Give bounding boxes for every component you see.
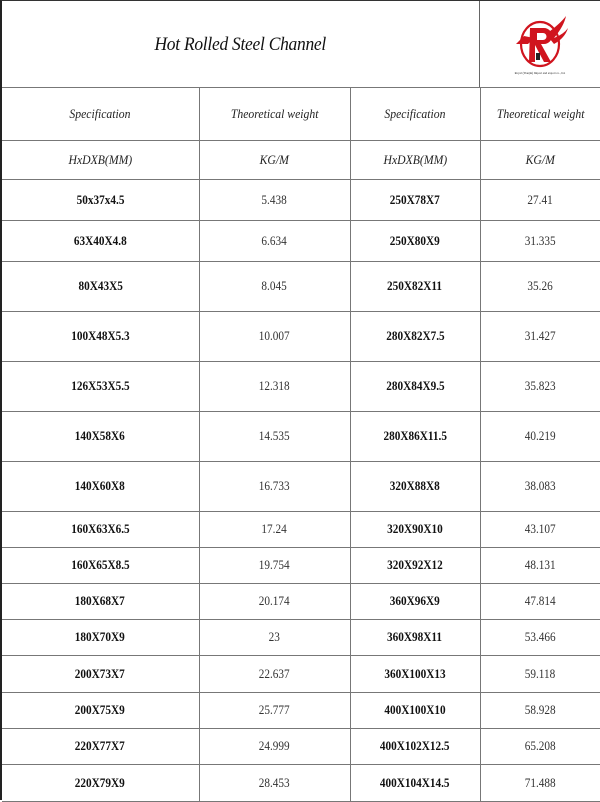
weight-cell: 25.777 (199, 693, 350, 729)
weight-cell: 40.219 (480, 412, 600, 462)
eagle-r-logo-icon (510, 14, 570, 72)
table-row (2, 412, 600, 462)
spec-cell: 160X63X6.5 (2, 512, 199, 548)
weight-cell: 35.26 (480, 262, 600, 312)
table-row (2, 512, 600, 548)
weight-cell: 43.107 (480, 512, 600, 548)
spec-cell: 280X86X11.5 (350, 412, 480, 462)
table-row (2, 584, 600, 620)
weight-cell: 23 (199, 620, 350, 656)
spec-cell: 250X80X9 (350, 221, 480, 262)
weight-cell: 35.823 (480, 362, 600, 412)
title-cell (2, 1, 480, 87)
header-cell: Specification (2, 88, 199, 141)
weight-cell: 28.453 (199, 765, 350, 802)
spec-cell: 140X60X8 (2, 462, 199, 512)
weight-cell: 38.083 (480, 462, 600, 512)
company-logo (480, 1, 600, 87)
spec-cell: 200X73X7 (2, 656, 199, 693)
weight-cell: 48.131 (480, 548, 600, 584)
logo-caption: Royal (Tianjin) Import and export co., ltd. (514, 70, 566, 75)
spec-cell: 360X96X9 (350, 584, 480, 620)
weight-cell: 10.007 (199, 312, 350, 362)
spec-cell: 320X90X10 (350, 512, 480, 548)
weight-cell: 53.466 (480, 620, 600, 656)
weight-cell: 71.488 (480, 765, 600, 802)
weight-cell: 6.634 (199, 221, 350, 262)
table-row (2, 548, 600, 584)
spec-cell: 220X77X7 (2, 729, 199, 765)
spec-cell: 400X104X14.5 (350, 765, 480, 802)
title-row (2, 1, 600, 88)
units-row (2, 141, 600, 180)
weight-cell: 16.733 (199, 462, 350, 512)
weight-cell: 20.174 (199, 584, 350, 620)
weight-cell: 12.318 (199, 362, 350, 412)
table-row (2, 312, 600, 362)
spec-cell: 360X100X13 (350, 656, 480, 693)
weight-cell: 31.335 (480, 221, 600, 262)
table-row (2, 656, 600, 693)
weight-cell: 14.535 (199, 412, 350, 462)
table-row (2, 262, 600, 312)
weight-cell: 59.118 (480, 656, 600, 693)
units-cell: KG/M (480, 141, 600, 180)
spec-cell: 200X75X9 (2, 693, 199, 729)
header-row (2, 88, 600, 141)
weight-cell: 58.928 (480, 693, 600, 729)
spec-cell: 126X53X5.5 (2, 362, 199, 412)
header-cell: Theoretical weight (199, 88, 350, 141)
spec-cell: 320X88X8 (350, 462, 480, 512)
table-row (2, 765, 600, 802)
weight-cell: 24.999 (199, 729, 350, 765)
units-cell: HxDXB(MM) (350, 141, 480, 180)
weight-cell: 65.208 (480, 729, 600, 765)
weight-cell: 19.754 (199, 548, 350, 584)
spec-cell: 100X48X5.3 (2, 312, 199, 362)
weight-cell: 17.24 (199, 512, 350, 548)
spec-cell: 280X82X7.5 (350, 312, 480, 362)
table-row (2, 180, 600, 221)
spec-cell: 400X102X12.5 (350, 729, 480, 765)
weight-cell: 8.045 (199, 262, 350, 312)
spec-cell: 80X43X5 (2, 262, 199, 312)
table-row (2, 362, 600, 412)
table-row (2, 620, 600, 656)
spec-cell: 280X84X9.5 (350, 362, 480, 412)
header-cell: Specification (350, 88, 480, 141)
weight-cell: 31.427 (480, 312, 600, 362)
spec-cell: 180X70X9 (2, 620, 199, 656)
table-row (2, 221, 600, 262)
table-row (2, 462, 600, 512)
spec-cell: 63X40X4.8 (2, 221, 199, 262)
document-title: Hot Rolled Steel Channel (154, 34, 327, 55)
spec-cell: 50x37x4.5 (2, 180, 199, 221)
weight-cell: 27.41 (480, 180, 600, 221)
weight-cell: 47.814 (480, 584, 600, 620)
table-row (2, 729, 600, 765)
units-cell: KG/M (199, 141, 350, 180)
spec-cell: 250X78X7 (350, 180, 480, 221)
spec-cell: 220X79X9 (2, 765, 199, 802)
spec-cell: 400X100X10 (350, 693, 480, 729)
spec-table (2, 87, 600, 802)
spec-cell: 140X58X6 (2, 412, 199, 462)
weight-cell: 22.637 (199, 656, 350, 693)
weight-cell: 5.438 (199, 180, 350, 221)
spec-cell: 320X92X12 (350, 548, 480, 584)
spec-cell: 180X68X7 (2, 584, 199, 620)
table-row (2, 693, 600, 729)
header-cell: Theoretical weight (480, 88, 600, 141)
spec-cell: 160X65X8.5 (2, 548, 199, 584)
spec-cell: 360X98X11 (350, 620, 480, 656)
spec-cell: 250X82X11 (350, 262, 480, 312)
units-cell: HxDXB(MM) (2, 141, 199, 180)
